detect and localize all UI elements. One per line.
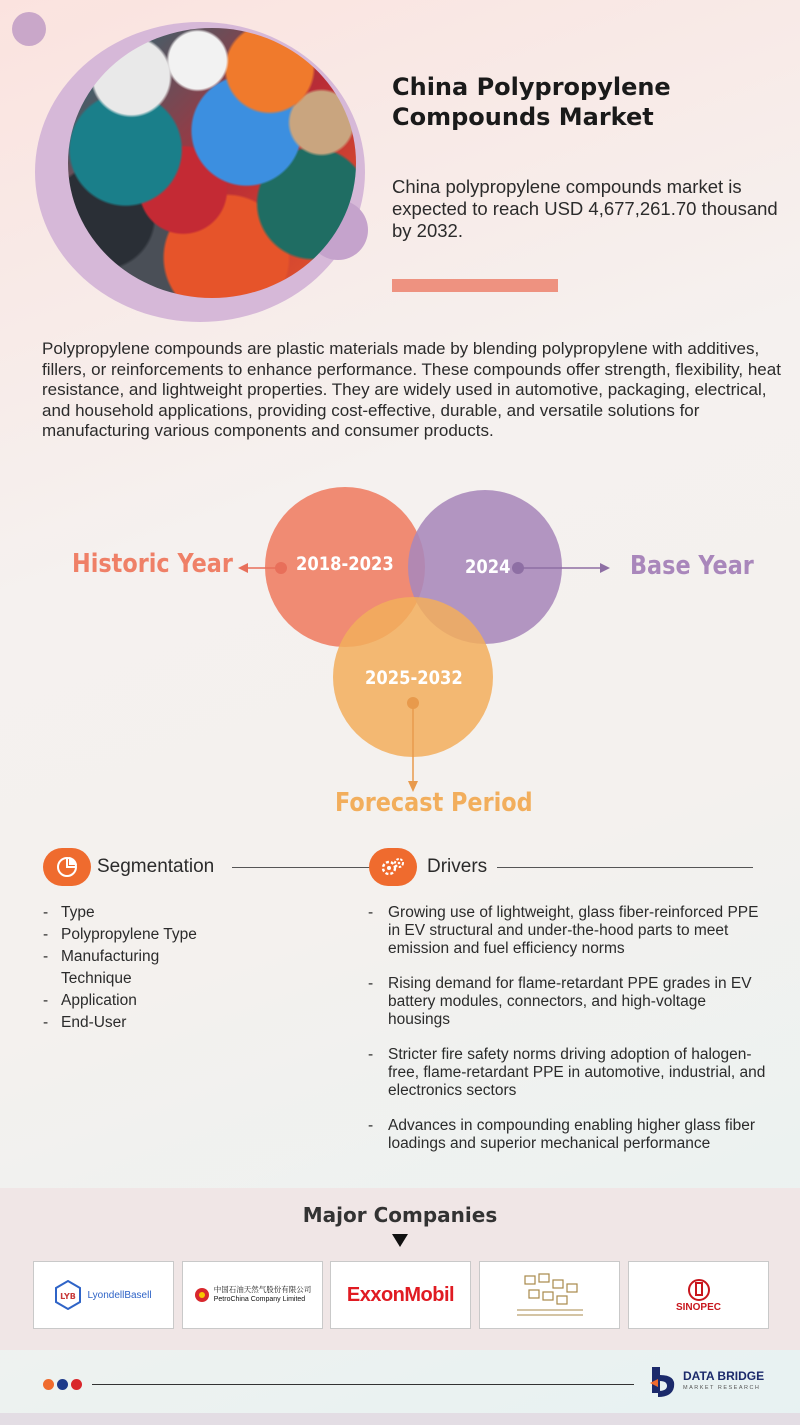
companies-title: Major Companies (302, 1203, 498, 1227)
list-item: - Type (43, 902, 243, 924)
footer-dot (57, 1379, 68, 1390)
logo-emblem-company (479, 1261, 620, 1329)
historic-year-value: 2018-2023 (296, 553, 394, 575)
data-bridge-logo (648, 1365, 764, 1399)
arrow-down-icon (392, 1234, 408, 1247)
sinopec-emblem-icon (686, 1278, 712, 1302)
divider (497, 867, 753, 868)
petrochina-en-text: PetroChina Company Limited (213, 1296, 306, 1303)
sinopec-text: SINOPEC (675, 1301, 721, 1313)
segmentation-title: Segmentation (97, 856, 215, 877)
logo-lyondellbasell (33, 1261, 174, 1329)
bottom-band (0, 1413, 800, 1425)
forecast-period-label: Forecast Period (335, 788, 533, 818)
lyondellbasell-text: LyondellBasell (87, 1289, 152, 1301)
list-item: - Application (43, 990, 243, 1012)
market-forecast-text: China polypropylene compounds market is expected to reach USD 4,677,261.70 thousand by 2032. (392, 176, 778, 241)
svg-text:LYB: LYB (60, 1292, 77, 1301)
logo-exxonmobil (330, 1261, 471, 1329)
base-year-label: Base Year (630, 551, 754, 581)
company-emblem-icon (515, 1270, 585, 1320)
forecast-period-value: 2025-2032 (365, 667, 463, 689)
data-bridge-mark-icon (648, 1365, 678, 1399)
arrow-right-icon (600, 563, 610, 573)
footer-dot (43, 1379, 54, 1390)
footer-divider (92, 1384, 634, 1385)
list-item: - Manufacturing Technique (43, 946, 201, 990)
historic-year-label: Historic Year (72, 549, 233, 579)
list-item: - End-User (43, 1012, 243, 1034)
list-item: - Stricter fire safety norms driving adoption of halogen-free, flame-retardant PPE in automotive, industrial, and electronics sectors (368, 1046, 768, 1100)
footer-dot (71, 1379, 82, 1390)
logo-petrochina (182, 1261, 323, 1329)
page-title: China Polypropylene Compounds Market (392, 73, 671, 131)
drivers-header (369, 848, 487, 886)
pie-chart-icon (43, 848, 91, 886)
list-item: - Rising demand for flame-retardant PPE grades in EV battery modules, connectors, and high-voltage housings (368, 975, 768, 1029)
petrochina-cn-text: 中国石油天然气股份有限公司 (213, 1285, 312, 1294)
segmentation-list (43, 902, 243, 1034)
petrochina-flower-icon (194, 1287, 210, 1303)
plastic-pellets-image (68, 28, 356, 298)
data-bridge-brand: DATA BRIDGE (683, 1369, 765, 1383)
logo-sinopec (628, 1261, 769, 1329)
base-year-value: 2024 (465, 556, 511, 578)
list-item: - Polypropylene Type (43, 924, 243, 946)
decorative-bubble (12, 12, 46, 46)
timeline-venn-diagram (0, 470, 800, 830)
exxonmobil-text: ExxonMobil (346, 1283, 455, 1306)
data-bridge-tagline: MARKET RESEARCH (683, 1385, 761, 1391)
intro-paragraph: Polypropylene compounds are plastic materials made by blending polypropylene with additives, fillers, or reinforcements to enhance performance. These compounds offer strength, flexibility, heat resistance, and lightweight properties. They are widely used in automotive, packaging, electrical, and household applications, providing cost-effective, durable, and versatile solutions for manufacturing various components and consumer products. (42, 339, 781, 440)
drivers-title: Drivers (427, 856, 488, 877)
drivers-list (368, 904, 768, 1170)
accent-bar (392, 279, 558, 292)
list-item: - Advances in compounding enabling higher glass fiber loadings and superior mechanical performance (368, 1117, 768, 1153)
lyb-hexagon-icon (55, 1280, 81, 1310)
arrow-left-icon (238, 563, 248, 573)
segmentation-header (43, 848, 214, 886)
divider (232, 867, 370, 868)
list-item: - Growing use of lightweight, glass fiber-reinforced PPE in EV structural and under-the-hood parts to meet emission and fuel efficiency norms (368, 904, 768, 958)
gears-icon (369, 848, 417, 886)
